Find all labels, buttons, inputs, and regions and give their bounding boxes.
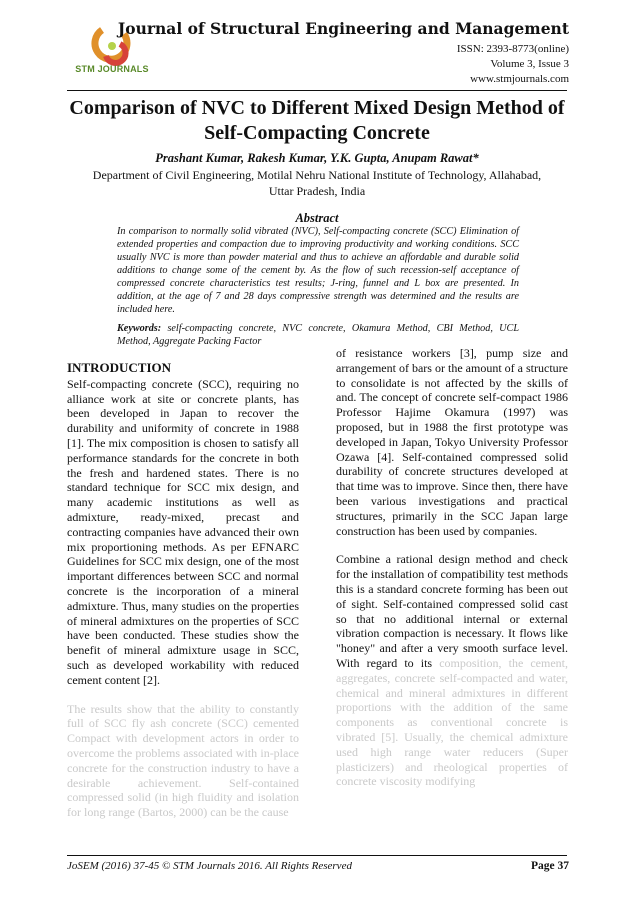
right-paragraph-2 — [336, 552, 568, 789]
intro-paragraph-2: The results show that the ability to constantly full of SCC fly ash concrete (SCC) cemented Compact with development actors in order to overcome the problems associated with in-place concrete for the construction industry to have a desirable achievement. Self-contained compressed solid (in high fluidity and isolation for long range (Bartos, 2000) can be the cause — [67, 701, 299, 820]
abstract-heading: Abstract — [295, 211, 339, 225]
paper-title: Comparison of NVC to Different Mixed Design Method of Self-Compacting Concrete — [69, 97, 565, 144]
footer-citation: JoSEM (2016) 37-45 © STM Journals 2016. All Rights Reserved — [67, 860, 352, 872]
keywords-label: Keywords: — [117, 323, 162, 334]
footer-rule — [67, 855, 567, 856]
authors: Prashant Kumar, Rakesh Kumar, Y.K. Gupta, Anupam Rawat* — [155, 151, 479, 165]
abstract-text: In comparison to normally solid vibrated (NVC), Self-compacting concrete (SCC) Elimination of extended properties and compaction due to improving productivity and working conditions. SCC usually NVC is more than powder material and thus to achieve an affordable and durable solid additions to change some of the cement by. As the flow of such recession-self acceptance of compressed concrete characteristics test results; J-ring, funnel and L box are presented. In addition, at the age of 7 and 28 days compressive strength was determined and the results are included here. — [117, 226, 519, 315]
right-column — [336, 346, 568, 789]
page-number: Page 37 — [530, 860, 569, 872]
issn: ISSN: 2393-8773(online) — [456, 43, 569, 55]
affiliation: Department of Civil Engineering, Motilal Nehru National Institute of Technology, Allahabad, Uttar Pradesh, India — [92, 168, 542, 198]
intro-paragraph-1: Self-compacting concrete (SCC), requiring no alliance work at site or concrete plants, has been developed in Japan to recover the durability and uniformity of concrete in 1988 [1]. The mix composition is chosen to satisfy all performance standards for the concrete in both the fresh and hardened states. There is no standard technique for SCC mix design, and many academic institutions as well as admixture, ready-mixed, precast and contracting companies have advanced their own mix proportioning methods. As per EFNARC Guidelines for SCC mix design, one of the most important differences between SCC and normal concrete is the incorporation of a mineral admixture. Thus, many studies on the properties of mineral admixtures on the properties of SCC have been conducted. These studies show the benefit of mineral admixture usage in SCC, such as developed workability with reduced cement content [2]. — [67, 376, 299, 687]
volume-issue: Volume 3, Issue 3 — [490, 58, 569, 70]
journal-url[interactable]: www.stmjournals.com — [470, 73, 569, 85]
logo-text: STM JOURNALS — [75, 64, 149, 74]
left-column — [67, 361, 299, 820]
right-paragraph-1: of resistance workers [3], pump size and arrangement of bars or the amount of a structure to consolidate is not affected by the skills of and. The concept of concrete self-compact 1986 Professor Hajime Okamura (1997) was proposed, but in 1988 the first prototype was developed in Japan, Tokyo University Professor Ozawa [4]. Self-contained compressed solid durability of concrete structures developed at that time was to improve. Since then, there have been various investigations and practical structures, primarily in the SCC Japan large construction has been used by companies. — [336, 346, 568, 538]
right-paragraph-2-faded: composition, the cement, aggregates, concrete self-compacted and water, chemical and mineral admixtures in different proportions with the addition of the same components as conventional concrete is vibrated [5]. Usually, the chemical admixture used high range water reducers (Super plasticizers) and rheological properties of concrete viscosity modifying — [336, 655, 568, 789]
keywords — [117, 322, 519, 348]
section-heading-introduction: INTRODUCTION — [67, 360, 172, 375]
header-rule — [67, 90, 567, 91]
journal-name: Journal of Structural Engineering and Management — [117, 19, 569, 38]
right-paragraph-2-text: Combine a rational design method and check for the installation of compatibility test methods this is a standard concrete forming has been out of sight. Self-contained compressed solid cast so that no additional internal or external vibration compaction is necessary. It flows like "honey" and after a very smooth surface level. With regard to its — [336, 552, 568, 670]
keywords-list: self-compacting concrete, NVC concrete, Okamura Method, CBI Method, UCL Method, Aggregate Packing Factor — [117, 323, 520, 347]
